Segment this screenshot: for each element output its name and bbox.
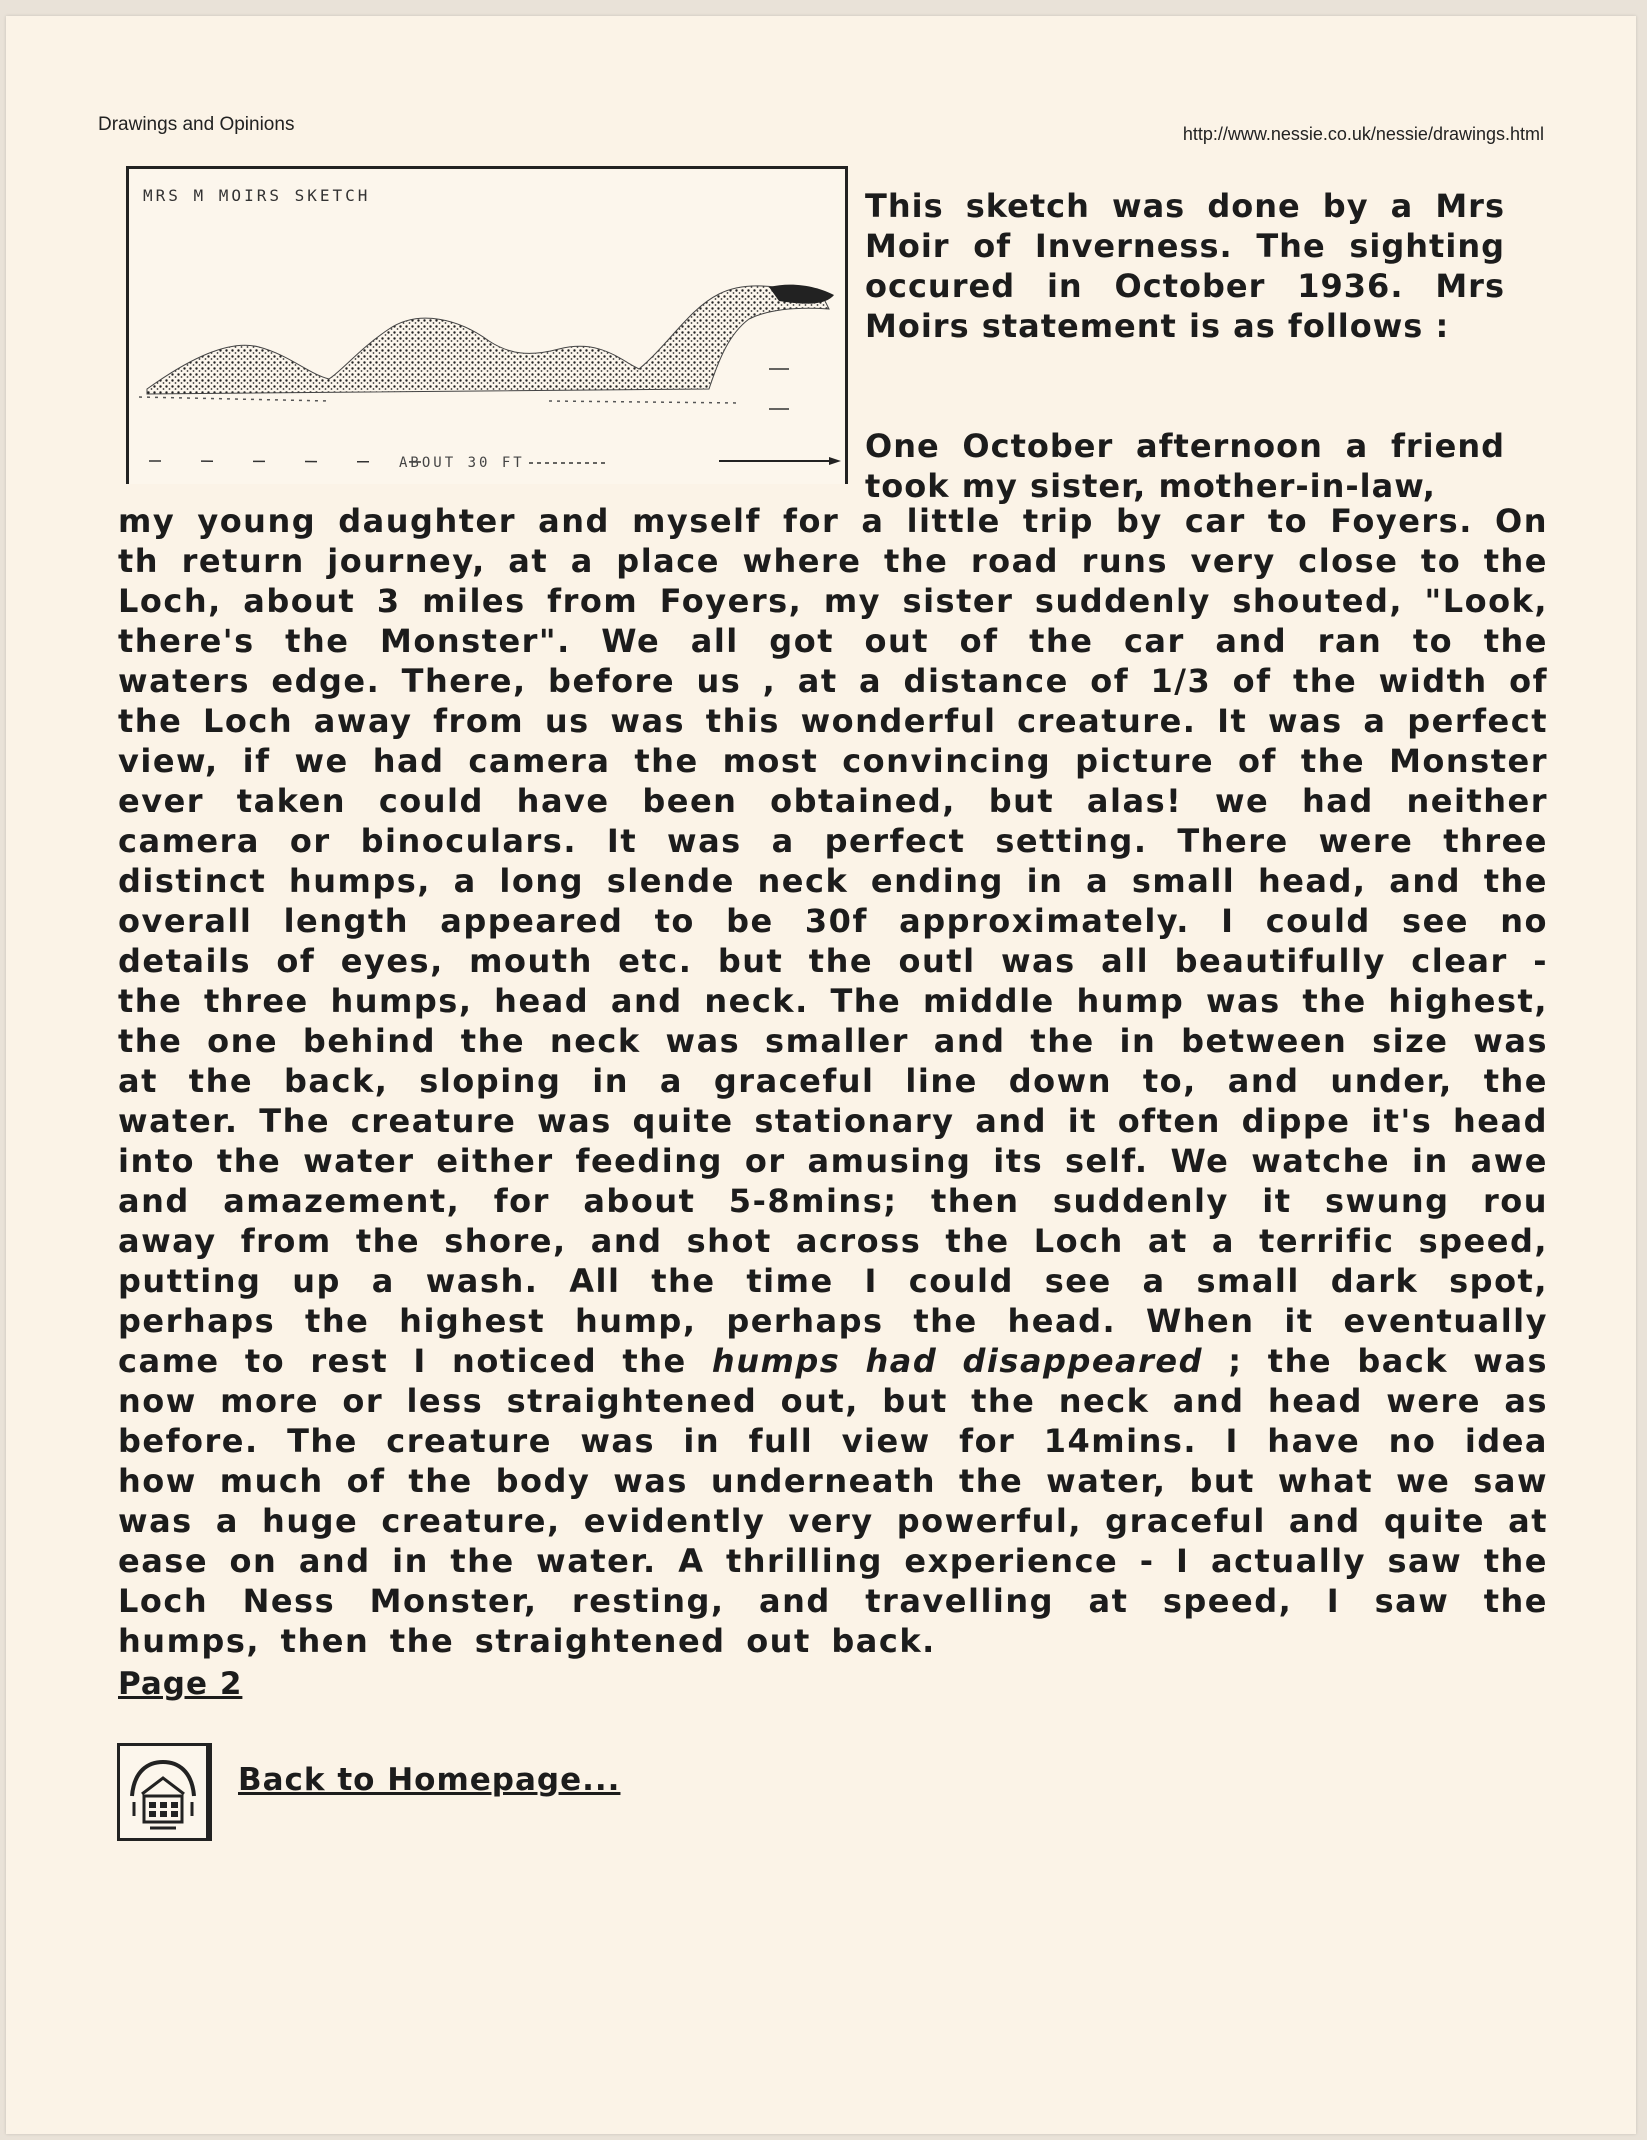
sketch-drawing xyxy=(129,169,845,484)
home-icon[interactable] xyxy=(117,1743,212,1841)
sketch-scale-label: ABOUT 30 FT xyxy=(399,455,525,471)
statement-emphasis: humps had disappeared xyxy=(711,1342,1204,1380)
page-2-link[interactable]: Page 2 xyxy=(118,1666,243,1702)
back-to-homepage-link[interactable]: Back to Homepage... xyxy=(238,1762,621,1798)
intro-text xyxy=(865,186,1505,506)
statement-part-2: ; the back was now more or less straightened out, but the neck and head were as before. The creature was in full view for 14mins. I have no idea how much of the body was underneath the water, but what we saw was a huge creature, evidently very powerful, graceful and quite at ease on and in the water. A thrilling experience - I actually saw the Loch Ness Monster, resting, and travelling at speed, I saw the humps, then the straightened out back. xyxy=(118,1342,1549,1660)
page-header-url: http://www.nessie.co.uk/nessie/drawings.html xyxy=(1182,124,1544,144)
sketch-caption: MRS M MOIRS SKETCH xyxy=(143,186,371,205)
statement-body xyxy=(118,501,1548,1661)
document-page xyxy=(6,16,1636,2134)
house-icon xyxy=(120,1746,206,1838)
monster-sketch-image xyxy=(126,166,848,484)
intro-paragraph: This sketch was done by a Mrs Moir of Inverness. The sighting occured in October 1936. Mrs Moirs statement is as follows : xyxy=(865,187,1505,345)
statement-opening: One October afternoon a friend took my sister, mother-in-law, xyxy=(865,427,1505,505)
statement-part-1: my young daughter and myself for a little trip by car to Foyers. On th return journey, at a place where the road runs very close to the Loch, about 3 miles from Foyers, my sister suddenly shouted, "Look, there's the Monster". We all got out of the car and ran to the waters edge. There, before us , at a distance of 1/3 of the width of the Loch away from us was this wonderful creature. It was a perfect view, if we had camera the most convincing picture of the Monster ever taken could have been obtained, but alas! we had neither camera or binoculars. It was a perfect setting. There were three distinct humps, a long slende neck ending in a small head, and the overall length appeared to be 30f approximately. I could see no details of eyes, mouth etc. but the outl was all beautifully clear - the three humps, head and neck. The middle hump was the highest, the one behind the neck was smaller and the in between size was at the back, sloping in a graceful line down to, and under, the water. The creature was quite stationary and it often dippe it's head into the water either feeding or amusing its self. We watche in awe and amazement, for about 5-8mins; then suddenly it swung rou away from the shore, and shot across the Loch at a terrific speed, putting up a wash. All the time I could see a small dark spot, perhaps the highest hump, perhaps the head. When it eventually came to rest I noticed the xyxy=(118,502,1548,1380)
page-header-title: Drawings and Opinions xyxy=(98,114,295,135)
